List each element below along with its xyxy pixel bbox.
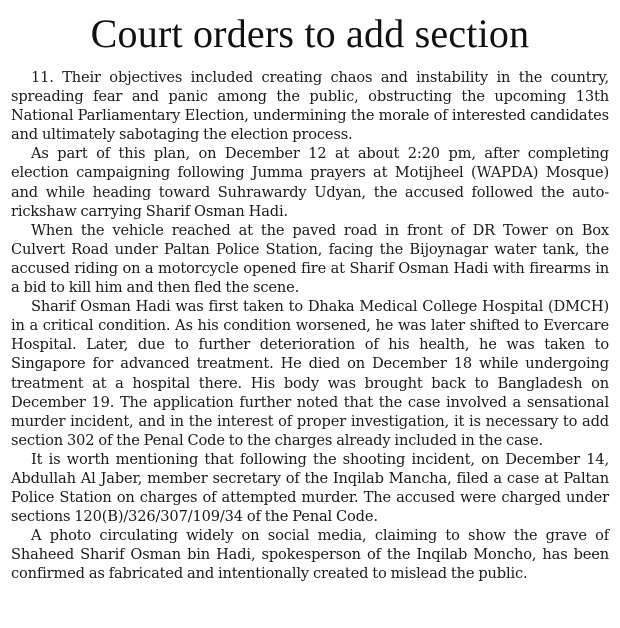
article-paragraph: A photo circulating widely on social media, claiming to show the grave of Shaheed Sharif Osman bin Hadi, spokesperson of the Inqilab Moncho, has been confirmed as fabricated and intentionally created to mislead the public.	[11, 527, 609, 583]
article-paragraph: Sharif Osman Hadi was first taken to Dhaka Medical College Hospital (DMCH) in a critical condition. As his condition worsened, he was later shifted to Evercare Hospital. Later, due to further deterioration of his health, he was taken to Singapore for advanced treatment. He died on December 18 while undergoing treatment at a hospital there. His body was brought back to Bangladesh on December 19. The application further noted that the case involved a sensational murder incident, and in the interest of proper investigation, it is necessary to add section 302 of the Penal Code to the charges already included in the case.	[11, 298, 609, 449]
article-paragraph: It is worth mentioning that following the shooting incident, on December 14, Abdullah Al Jaber, member secretary of the Inqilab Mancha, filed a case at Paltan Police Station on charges of attempted murder. The accused were charged under sections 120(B)/326/307/109/34 of the Penal Code.	[11, 450, 609, 526]
article-paragraph: 11. Their objectives included creating chaos and instability in the country, spreading fear and panic among the public, obstructing the upcoming 13th National Parliamentary Election, undermining the morale of interested candidates and ultimately sabotaging the election process.	[11, 69, 609, 144]
article-paragraph: As part of this plan, on December 12 at about 2:20 pm, after completing election campaigning following Jumma prayers at Motijheel (WAPDA) Mosque) and while heading toward Suhrawardy Udyan, the accused followed the auto-rickshaw carrying Sharif Osman Hadi.	[11, 145, 609, 220]
article-body	[11, 68, 609, 584]
article-paragraph: When the vehicle reached at the paved road in front of DR Tower on Box Culvert Road under Paltan Police Station, facing the Bijoynagar water tank, the accused riding on a motorcycle opened fire at Sharif Osman Hadi with firearms in a bid to kill him and then fled the scene.	[11, 221, 609, 297]
article-headline: Court orders to add section	[90, 11, 530, 56]
